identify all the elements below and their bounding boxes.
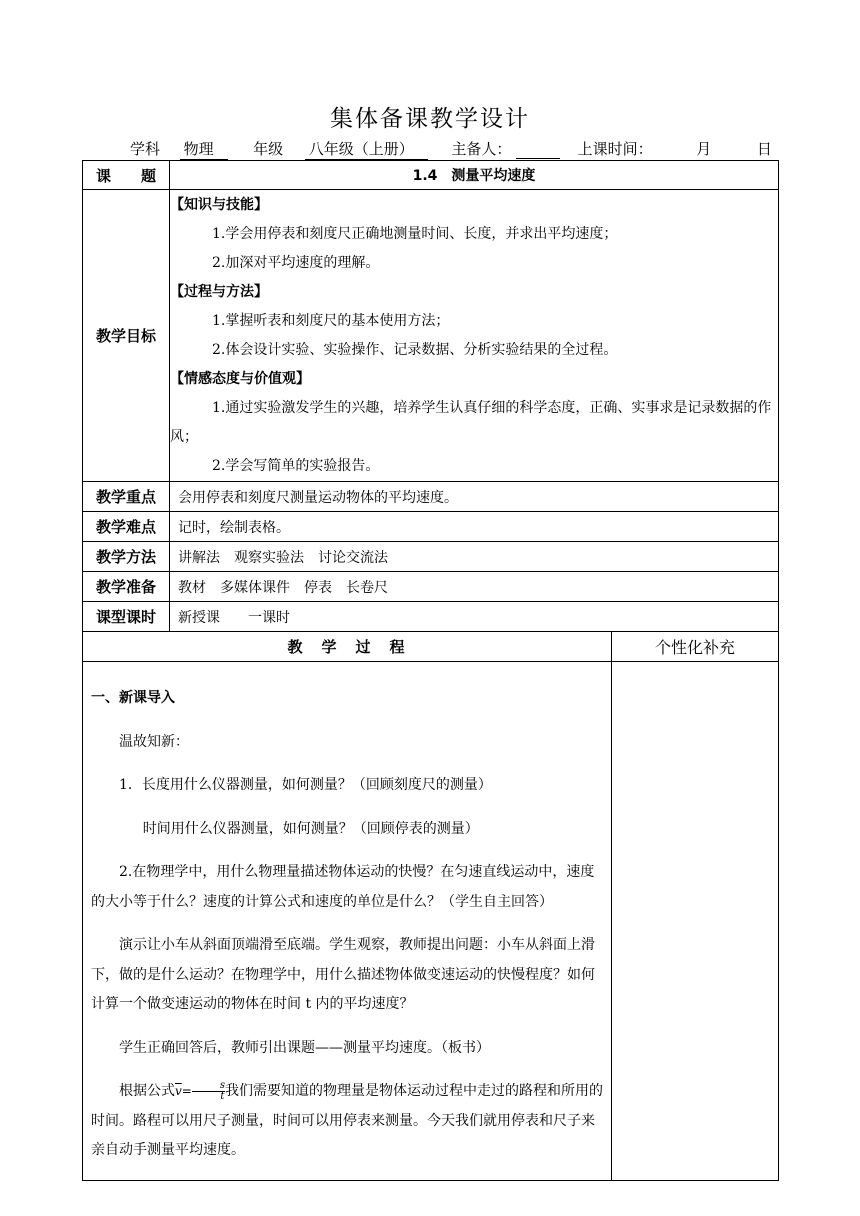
method-value: 讲解法 观察实验法 讨论交流法	[170, 542, 779, 572]
process-line-topic: 学生正确回答后，教师引出课题——测量平均速度。（板书）	[119, 1039, 490, 1056]
formula-v: $\overline{v}$	[175, 1084, 182, 1098]
process-line-time: 时间用什么仪器测量，如何测量？（回顾停表的测量）	[142, 820, 479, 837]
subject-label: 学科	[130, 140, 161, 158]
grade-label: 年级	[253, 140, 284, 158]
difficulty-label: 教学难点	[83, 512, 170, 542]
month-label: 月	[696, 140, 712, 158]
prep-value: 教材 多媒体课件 停表 长卷尺	[170, 572, 779, 602]
process-line-demo: 演示让小车从斜面顶端滑至底端。学生观察，教师提出问题：小车从斜面上滑下，做的是什么运动？在物理学中，用什么描述物体做变速运动的快慢程度？如何计算一个做变速运动的物体在时间 t 内的平均速度？	[91, 937, 595, 1012]
formula-t: t	[220, 1091, 225, 1102]
key-point-label: 教学重点	[83, 482, 170, 512]
process-line-speed: 2.在物理学中，用什么物理量描述物体运动的快慢？在匀速直线运动中，速度的大小等于什么？速度的计算公式和速度的单位是什么？（学生自主回答）	[91, 864, 595, 910]
process-line-formula	[91, 1077, 603, 1166]
process-header: 教 学 过 程	[83, 632, 612, 662]
type-value: 新授课 一课时	[170, 602, 779, 632]
difficulty-value: 记时，绘制表格。	[170, 512, 779, 542]
method-label: 教学方法	[83, 542, 170, 572]
type-label: 课型课时	[83, 602, 170, 632]
preparer-value-blank	[516, 140, 560, 159]
document-title: 集体备课教学设计	[330, 106, 530, 132]
goals-knowledge-1: 1.学会用停表和刻度尺正确地测量时间、长度，并求出平均速度；	[212, 225, 618, 242]
goals-heading-process: 【过程与方法】	[170, 283, 268, 300]
subject-value: 物理	[180, 138, 228, 160]
goals-heading-attitude: 【情感态度与价值观】	[170, 370, 310, 387]
process-heading-intro: 一、新课导入	[91, 690, 175, 706]
supplement-header: 个性化补充	[612, 632, 779, 662]
supplement-cell	[612, 662, 779, 1181]
goals-knowledge-2: 2.加深对平均速度的理解。	[212, 254, 380, 271]
formula-s: s	[192, 1081, 225, 1092]
formula-intro: 根据公式	[119, 1083, 175, 1099]
topic-value: 1.4 测量平均速度	[170, 161, 779, 190]
goals-content	[170, 190, 779, 482]
goals-heading-knowledge: 【知识与技能】	[170, 196, 268, 213]
goals-process-1: 1.掌握听表和刻度尺的基本使用方法；	[212, 312, 450, 329]
grade-value: 八年级（上册）	[305, 138, 428, 160]
goals-process-2: 2.体会设计实验、实验操作、记录数据、分析实验结果的全过程。	[212, 341, 618, 358]
average-speed-formula	[175, 1080, 225, 1102]
goals-attitude-2: 2.学会写简单的实验报告。	[212, 457, 380, 474]
lesson-plan-table	[82, 160, 779, 1181]
process-line-review: 温故知新：	[119, 733, 189, 750]
prep-label: 教学准备	[83, 572, 170, 602]
goals-attitude-1: 1.通过实验激发学生的兴趣，培养学生认真仔细的科学态度，正确、实事求是记录数据的作风；	[170, 399, 772, 445]
topic-label: 课 题	[83, 161, 170, 190]
process-line-length: 1．长度用什么仪器测量，如何测量？（回顾刻度尺的测量）	[119, 777, 492, 793]
formula-equals: =	[181, 1084, 192, 1098]
key-point-value: 会用停表和刻度尺测量运动物体的平均速度。	[170, 482, 779, 512]
process-content	[83, 662, 612, 1181]
day-label: 日	[756, 140, 772, 158]
meta-line	[130, 138, 772, 160]
formula-explanation: 我们需要知道的物理量是物体运动过程中走过的路程和所用的时间。路程可以用尺子测量，时间可以用停表来测量。今天我们就用停表和尺子来亲自动手测量平均速度。	[91, 1083, 603, 1158]
formula-fraction	[192, 1081, 225, 1102]
preparer-label: 主备人：	[451, 140, 512, 158]
time-label: 上课时间：	[577, 140, 653, 158]
goals-label: 教学目标	[83, 190, 170, 482]
